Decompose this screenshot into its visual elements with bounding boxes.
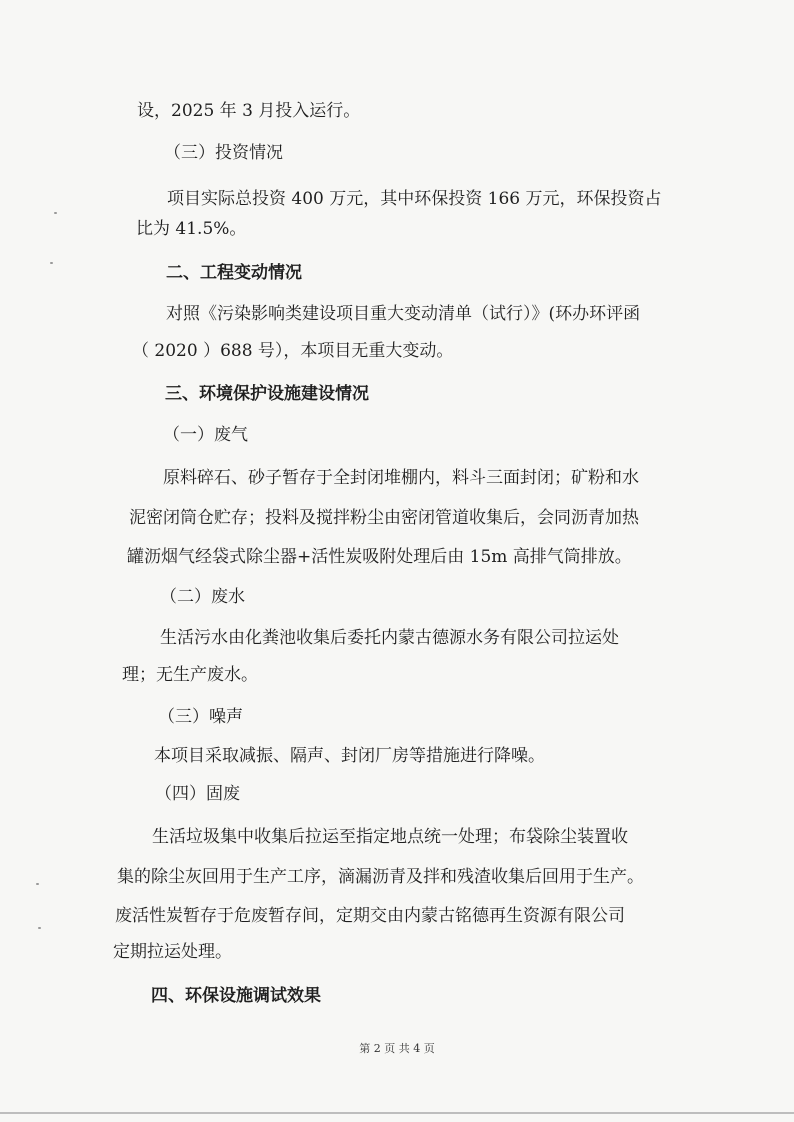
text-line: 理；无生产废水。 (122, 665, 258, 685)
subsection-heading: （一）废气 (163, 425, 248, 445)
text-line: 原料碎石、砂子暂存于全封闭堆棚内，料斗三面封闭；矿粉和水 (163, 468, 639, 488)
text-line: 设，2025 年 3 月投入运行。 (137, 101, 361, 121)
section-heading: 二、工程变动情况 (166, 263, 302, 283)
subsection-heading: （二）废水 (160, 587, 245, 607)
text-line: 项目实际总投资 400 万元，其中环保投资 166 万元，环保投资占 (167, 189, 662, 209)
text-line: 本项目采取减振、隔声、封闭厂房等措施进行降噪。 (154, 746, 545, 766)
subsection-heading: （三）噪声 (158, 707, 243, 727)
scan-speck (36, 883, 39, 885)
text-line: （ 2020 ）688 号），本项目无重大变动。 (132, 341, 454, 361)
section-heading: 三、环境保护设施建设情况 (165, 384, 369, 404)
text-line: 罐沥烟气经袋式除尘器+活性炭吸附处理后由 15m 高排气筒排放。 (127, 547, 632, 567)
text-line: 对照《污染影响类建设项目重大变动清单（试行）》(环办环评函 (166, 304, 641, 324)
text-line: 泥密闭筒仓贮存；投料及搅拌粉尘由密闭管道收集后，会同沥青加热 (129, 508, 639, 528)
page-footer: 第 2 页 共 4 页 (359, 1042, 435, 1055)
text-line: 生活污水由化粪池收集后委托内蒙古德源水务有限公司拉运处 (160, 628, 619, 648)
scan-speck (38, 927, 41, 929)
text-line: 废活性炭暂存于危废暂存间，定期交由内蒙古铭德再生资源有限公司 (115, 906, 625, 926)
scan-speck (50, 262, 53, 264)
text-line: 比为 41.5%。 (136, 219, 247, 239)
subsection-heading: （三）投资情况 (164, 143, 283, 163)
text-line: 集的除尘灰回用于生产工序，滴漏沥青及拌和残渣收集后回用于生产。 (117, 867, 644, 887)
section-heading: 四、环保设施调试效果 (151, 986, 321, 1006)
text-line: 生活垃圾集中收集后拉运至指定地点统一处理；布袋除尘装置收 (152, 827, 628, 847)
scan-bottom-edge (0, 1112, 794, 1114)
text-line: 定期拉运处理。 (113, 942, 232, 962)
subsection-heading: （四）固废 (155, 784, 240, 804)
scan-speck (54, 212, 57, 214)
